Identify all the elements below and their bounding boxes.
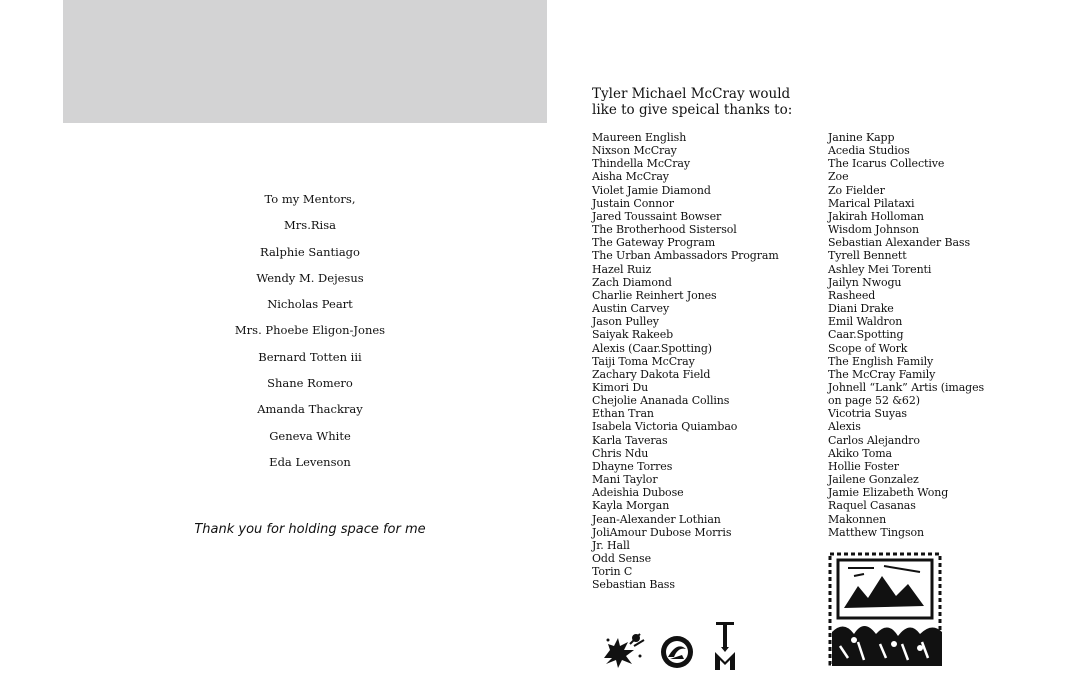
thanks-name: The Icarus Collective [828,157,945,171]
mentor-name: Geneva White [269,428,351,443]
thanks-name: The Brotherhood Sistersol [592,223,737,237]
thanks-name: Isabela Victoria Quiambao [592,420,738,434]
thanks-name: Zo Fielder [828,183,885,197]
thanks-name: Jailene Gonzalez [828,473,919,487]
mentor-name: Amanda Thackray [257,402,363,417]
thanks-name: Taiji Toma McCray [592,354,695,368]
thanks-name: Hazel Ruiz [592,262,652,276]
thanks-name: Hollie Foster [828,459,899,473]
thanks-name: The McCray Family [828,367,936,381]
stamp-illustration-icon [824,548,946,670]
mentor-name: Shane Romero [267,376,353,391]
thanks-name: Akiko Toma [828,446,893,460]
sword-m-icon [712,618,742,670]
thanks-name: Matthew Tingson [828,525,925,539]
thanks-name: Scope of Work [828,341,908,355]
mentor-name: Ralphie Santiago [260,244,360,259]
thanks-name: Torin C [592,565,633,579]
thanks-name: Zachary Dakota Field [592,367,711,381]
thanks-name: Alexis (Caar.Spotting) [592,341,712,355]
thanks-name: Rasheed [828,288,876,302]
mentor-name: Mrs. Phoebe Eligon-Jones [234,323,386,338]
thanks-name: Marical Pilataxi [828,196,915,210]
thanks-name: Raquel Casanas [828,499,916,513]
thanks-name: Kimori Du [592,380,649,394]
thanks-heading [592,86,812,118]
thanks-name: Vicotria Suyas [828,407,907,421]
thanks-name: Maureen English [592,131,687,144]
thanks-name: Jason Pulley [592,315,659,329]
thanks-name: Makonnen [828,512,887,526]
thanks-heading-line: like to give speical thanks to: [592,102,793,118]
thanks-name: Karla Taveras [592,433,668,447]
mentor-name: Eda Levenson [269,454,351,469]
thanks-name: Jamie Elizabeth Wong [828,486,949,500]
thanks-name: Adeishia Dubose [592,486,684,500]
thanks-name: Johnell “Lank” Artis (images [828,380,985,394]
thanks-name: Sebastian Bass [592,578,675,592]
thanks-name: Ethan Tran [592,407,654,421]
thanks-name: Tyrell Bennett [828,249,907,263]
thanks-column-1 [592,131,779,591]
thanks-name: Ashley Mei Torenti [828,262,932,276]
thanks-name: The English Family [828,354,934,368]
thanks-name: Chejolie Ananada Collins [592,394,730,408]
thanks-name: Jailyn Nwogu [828,275,902,289]
thanks-name: Odd Sense [592,552,651,565]
thanks-name: Violet Jamie Diamond [592,183,711,197]
thanks-name: Carlos Alejandro [828,433,920,447]
circle-emblem-icon [660,635,694,669]
thanks-name: Austin Carvey [592,302,670,316]
thanks-name: Zach Diamond [592,275,672,289]
thanks-name: Justain Connor [592,196,674,210]
thanks-name: Nixson McCray [592,144,677,158]
thanks-column-2 [828,131,984,539]
thanks-name: JoliAmour Dubose Morris [592,525,732,539]
thanks-name: Jared Toussaint Bowser [592,209,722,223]
thanks-name: Acedia Studios [828,144,910,158]
thanks-name: Sebastian Alexander Bass [828,236,971,250]
thanks-name: Diani Drake [828,302,894,316]
thanks-name: Chris Ndu [592,446,649,460]
thanks-name: Aisha McCray [592,170,669,184]
thanks-heading-line: Tyler Michael McCray would [592,86,791,102]
thanks-name: Caar.Spotting [828,328,904,342]
mentor-name: Wendy M. Dejesus [256,270,364,285]
thanks-name: The Gateway Program [592,236,716,250]
mentor-name: Nicholas Peart [267,297,353,312]
thanks-name: Wisdom Johnson [828,223,920,237]
thanks-name: Jr. Hall [592,538,630,552]
thanks-name: Jakirah Holloman [828,209,924,223]
closing-note: Thank you for holding space for me [194,522,426,537]
mentors-list [150,190,470,479]
thanks-name: Janine Kapp [828,131,895,144]
mentor-name: Bernard Totten iii [258,349,362,364]
thanks-name: The Urban Ambassadors Program [592,249,779,263]
thanks-name: Alexis [828,420,861,434]
mentors-heading: To my Mentors, [264,192,356,206]
thanks-name: Thindella McCray [592,157,690,171]
thanks-name: on page 52 &62) [828,394,920,408]
mentor-name: Mrs.Risa [284,218,336,233]
thanks-name: Saiyak Rakeeb [592,328,674,342]
thanks-name: Jean-Alexander Lothian [592,512,721,526]
splash-figure-icon [600,628,646,670]
thanks-name: Mani Taylor [592,473,658,487]
thanks-name: Zoe [828,170,849,184]
thanks-name: Dhayne Torres [592,459,673,473]
gray-header-block [63,0,547,123]
thanks-name: Kayla Morgan [592,499,670,513]
thanks-name: Emil Waldron [828,315,903,329]
thanks-name: Charlie Reinhert Jones [592,288,717,302]
